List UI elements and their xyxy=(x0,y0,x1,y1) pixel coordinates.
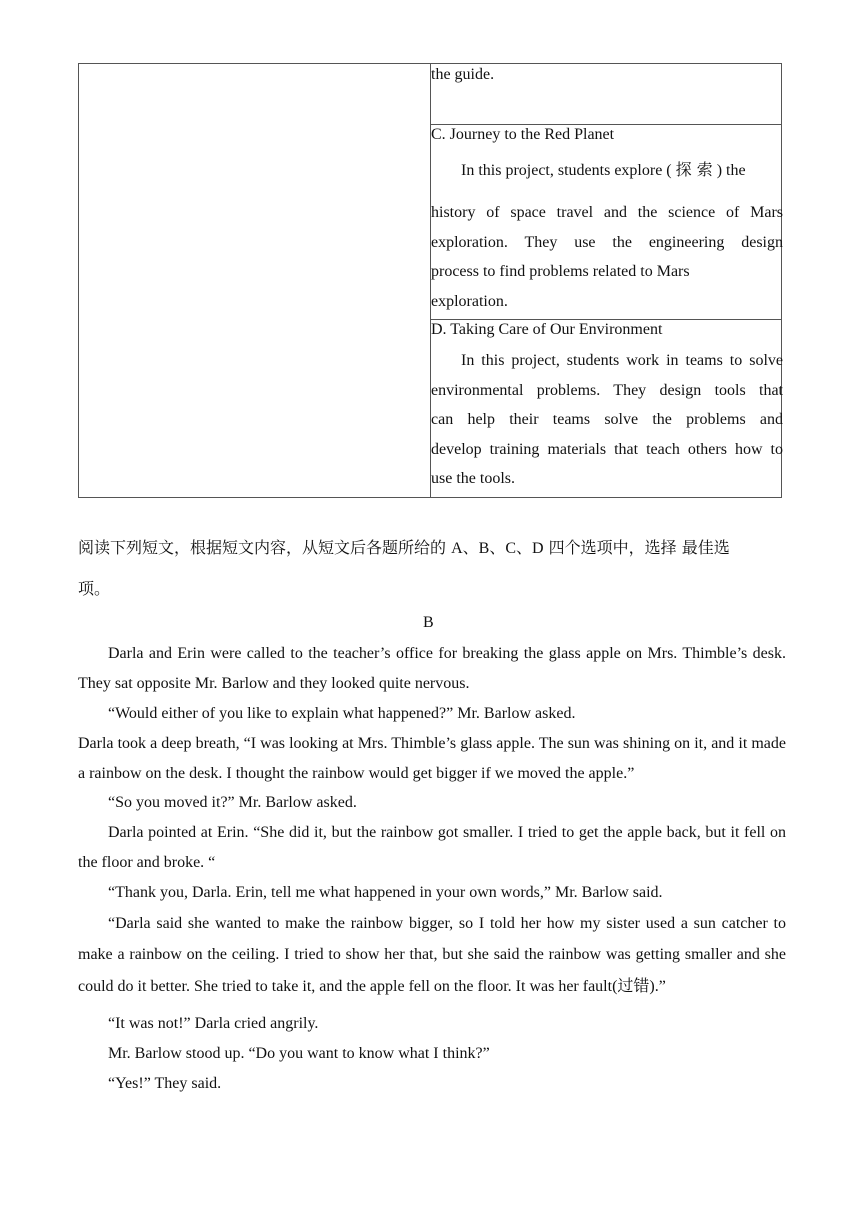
project-d-title: D. Taking Care of Our Environment xyxy=(431,321,663,338)
project-c-body: history of space travel and the science of Mars exploration. They use the engineering design process to find problems related to Mars exploration. xyxy=(431,204,783,310)
project-c-line: In this project, students explore ( 探 索 ) the xyxy=(461,160,746,179)
table-row-divider xyxy=(430,319,781,320)
passage-paragraph: “So you moved it?” Mr. Barlow asked. xyxy=(108,794,357,811)
passage-paragraph: “Thank you, Darla. Erin, tell me what happened in your own words,” Mr. Barlow said. xyxy=(108,884,663,901)
project-d-body: In this project, students work in teams to solve environmental problems. They design tools that can help their teams solve the problems and develop training materials that teach others how to use the tools. xyxy=(431,352,783,487)
passage-paragraph: “Would either of you like to explain what happened?” Mr. Barlow asked. xyxy=(108,705,576,722)
passage-paragraph: Darla and Erin were called to the teacher’s office for breaking the glass apple on Mrs. Thimble’s desk. They sat opposite Mr. Barlow and they looked quite nervous. xyxy=(78,645,786,692)
passage-paragraph: “Darla said she wanted to make the rainbow bigger, so I told her how my sister used a sun catcher to make a rainbow on the ceiling. I tried to show her that, but she said the rainbow was getting smaller and she could do it better. She tried to take it, and the apple fell on the floor. It was her fault(过错).” xyxy=(78,915,786,995)
passage-label: B xyxy=(423,614,434,631)
passage-paragraph: Darla pointed at Erin. “She did it, but the rainbow got smaller. I tried to get the apple back, but it fell on the floor and broke. “ xyxy=(78,824,786,871)
passage-paragraph: “It was not!” Darla cried angrily. xyxy=(108,1015,319,1032)
instruction-line-2: 项。 xyxy=(78,579,111,598)
passage-paragraph: “Yes!” They said. xyxy=(108,1075,222,1092)
table-cell-guide-tail: the guide. xyxy=(431,66,495,83)
instruction-line-1: 阅读下列短文，根据短文内容，从短文后各题所给的 A、B、C、D 四个选项中，选择 最佳选 xyxy=(78,538,730,557)
passage-paragraph: Mr. Barlow stood up. “Do you want to know what I think?” xyxy=(108,1045,490,1062)
project-c-title: C. Journey to the Red Planet xyxy=(431,126,615,143)
passage-paragraph: Darla took a deep breath, “I was looking at Mrs. Thimble’s glass apple. The sun was shining on it, and it made a rainbow on the desk. I thought the rainbow would get bigger if we moved the apple.” xyxy=(78,735,786,782)
table-row-divider xyxy=(430,124,781,125)
